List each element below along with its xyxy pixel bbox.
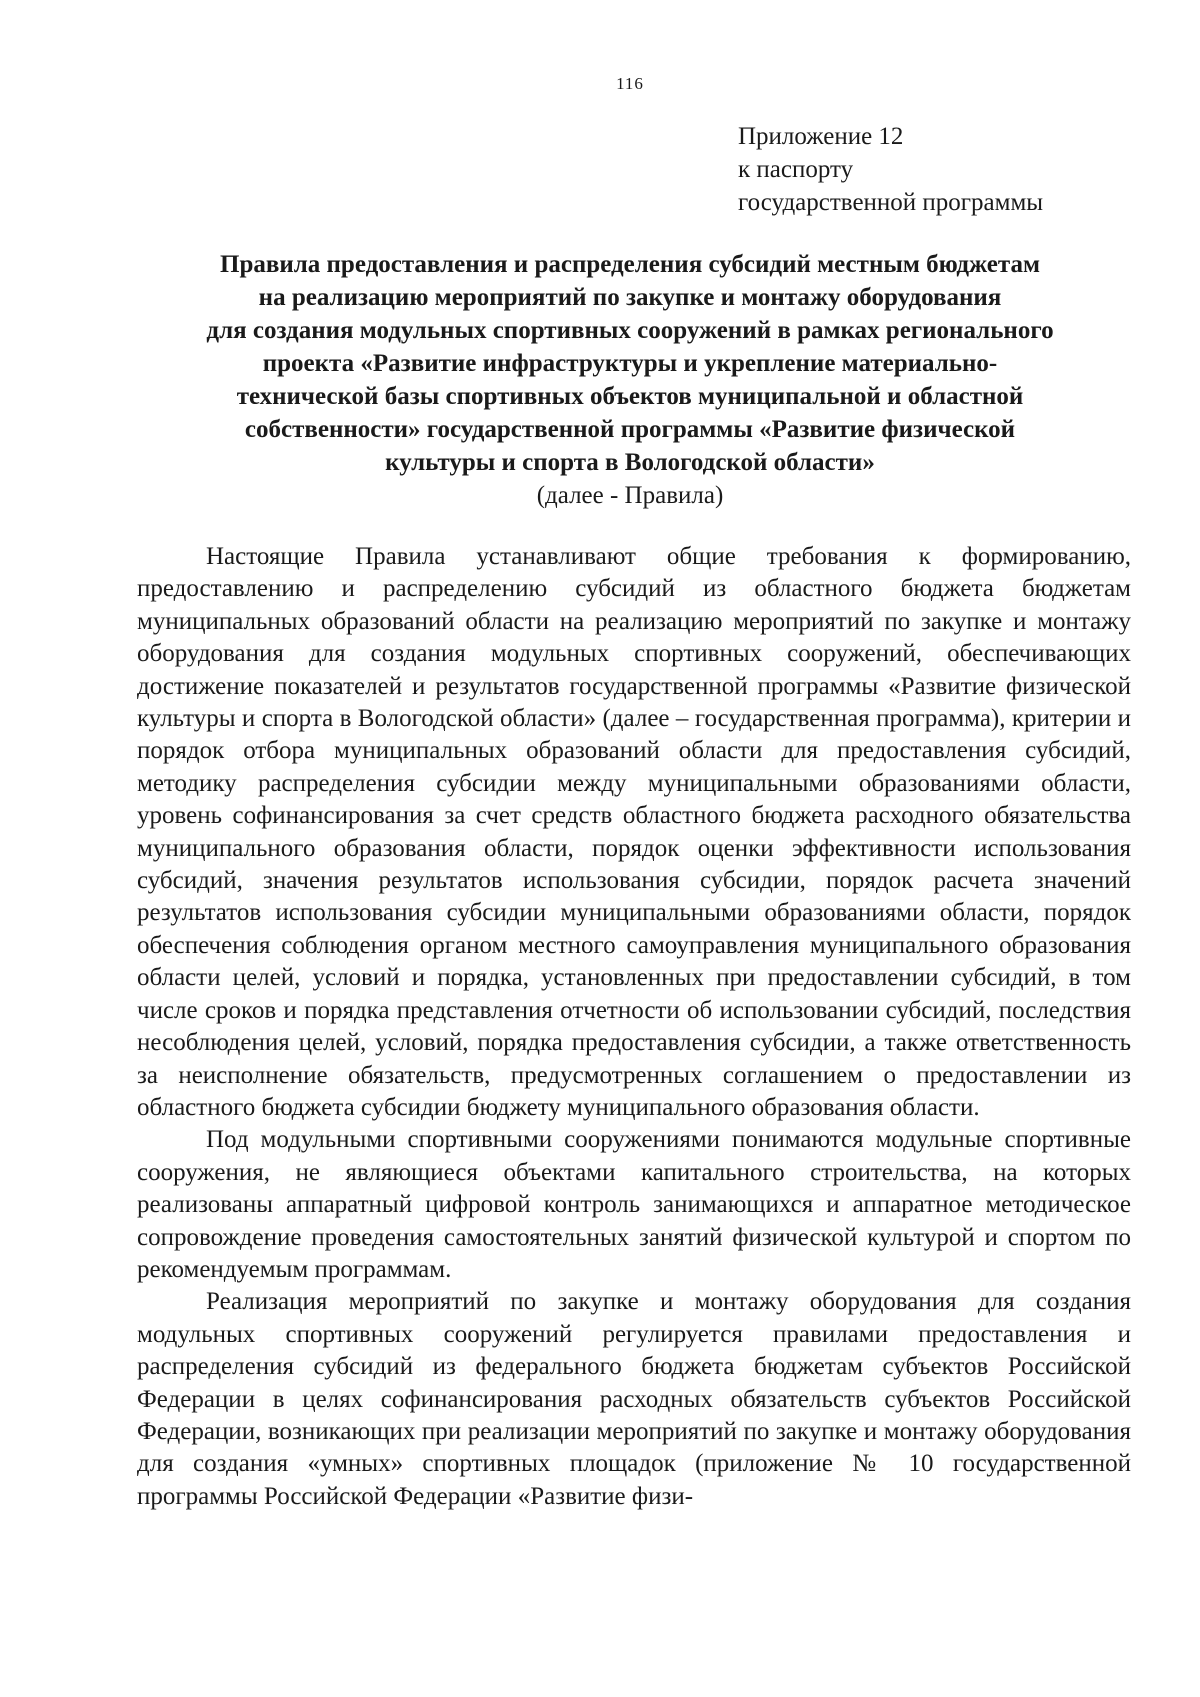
document-body [137,541,1131,1513]
title-line-7: культуры и спорта в Вологодской области» [385,449,875,476]
paragraph-2: Под модульными спортивными сооружениями понимаются модульные спортивные сооружения, не являющиеся объектами капитального строительства, на которых реализованы аппаратный цифровой контроль занимающихся и аппаратное методическое сопровождение проведения самостоятельных занятий физической культурой и спортом по рекомендуемым программам. [137,1126,1131,1283]
appendix-line-1: Приложение 12 [738,123,904,150]
appendix-line-2: к паспорту [738,156,854,183]
title-line-6: собственности» государственной программы «Развитие физической [244,416,1016,443]
title-line-1: Правила предоставления и распределения субсидий местным бюджетам [220,251,1040,278]
document-title [130,248,1130,479]
title-line-2: на реализацию мероприятий по закупке и монтажу оборудования [258,284,1002,311]
paragraph-3: Реализация мероприятий по закупке и монтажу оборудования для создания модульных спортивных сооружений регулируется правилами предоставления и распределения субсидий из федерального бюджета бюджетам субъектов Российской Федерации в целях софинансирования расходных обязательств субъектов Российской Федерации, возникающих при реализации мероприятий по закупке и монтажу оборудования для создания «умных» спортивных площадок (приложение № 10 государственной программы Российской Федерации «Развитие физи- [137,1288,1131,1510]
appendix-line-3: государственной программы [738,189,1044,216]
paragraph-1: Настоящие Правила устанавливают общие требования к формированию, предоставлению и распределению субсидий из областного бюджета бюджетам муниципальных образований области на реализацию мероприятий по закупке и монтажу оборудования для создания модульных спортивных сооружений, обеспечивающих достижение показателей и результатов государственной программы «Развитие физической культуры и спорта в Вологодской области» (далее – государственная программа), критерии и порядок отбора муниципальных образований области для предоставления субсидий, методику распределения субсидии между муниципальными образованиями области, уровень софинансирования за счет средств областного бюджета расходного обязательства муниципального образования области, порядок оценки эффективности использования субсидий, значения результатов использования субсидии, порядок расчета значений результатов использования субсидии муниципальными образованиями области, порядок обеспечения соблюдения органом местного самоуправления муниципального образования области целей, условий и порядка, установленных при предоставлении субсидий, в том числе сроков и порядка представления отчетности об использовании субсидий, последствия несоблюдения целей, условий, порядка предоставления субсидии, а также ответственность за неисполнение обязательств, предусмотренных соглашением о предоставлении из областного бюджета субсидии бюджету муниципального образования области. [137,543,1131,1121]
appendix-header [738,120,1043,219]
title-line-4: проекта «Развитие инфраструктуры и укрепление материально- [262,350,998,377]
document-subtitle: (далее - Правила) [536,482,724,509]
page-number: 116 [616,74,644,93]
title-line-5: технической базы спортивных объектов муниципальной и областной [236,383,1024,410]
title-line-3: для создания модульных спортивных сооружений в рамках регионального [206,317,1054,344]
